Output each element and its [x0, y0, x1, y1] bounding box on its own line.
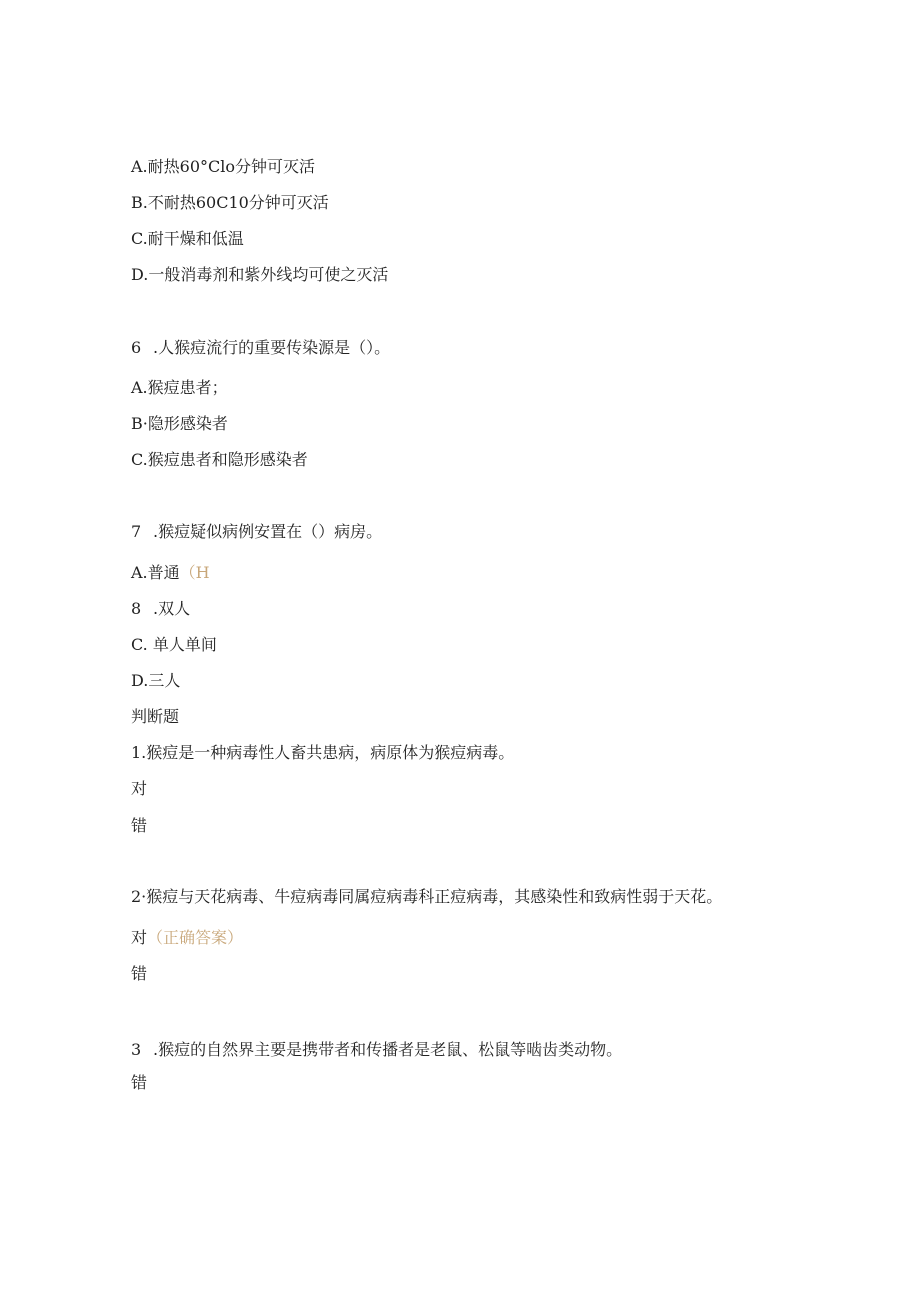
question-6-number: 6	[131, 338, 142, 357]
judge-question-3	[131, 1040, 622, 1060]
q7-option-a	[131, 563, 210, 583]
q5-option-b: B.不耐热60C10分钟可灭活	[131, 193, 329, 212]
j2-true-label: 对	[131, 928, 148, 947]
j2-false-option: 错	[131, 964, 148, 983]
question-6-text: .人猴痘流行的重要传染源是（）。	[153, 338, 391, 357]
q6-option-c: C.猴痘患者和隐形感染者	[131, 450, 308, 469]
q7-option-a-text: A.普通	[131, 563, 180, 582]
judge-question-2: 2·猴痘与天花病毒、牛痘病毒同属痘病毒科正痘病毒，其感染性和致病性弱于天花。	[131, 887, 723, 906]
q5-option-a: A.耐热60°Clo分钟可灭活	[131, 157, 315, 176]
j2-answer-mark: （正确答案）	[147, 928, 244, 947]
j1-false-option: 错	[131, 816, 148, 835]
q5-option-d: D.一般消毒剂和紫外线均可使之灭活	[131, 265, 389, 284]
section-title: 判断题	[131, 707, 180, 726]
q7-answer-mark: （H	[179, 563, 210, 582]
q6-option-a: A.猴痘患者；	[131, 378, 228, 397]
question-7	[131, 522, 382, 542]
q7-option-c: C. 单人单间	[131, 635, 217, 654]
judge-question-3-number: 3	[131, 1040, 142, 1059]
j1-true-option: 对	[131, 779, 148, 798]
question-7-text: .猴痘疑似病例安置在（）病房。	[153, 522, 383, 541]
j3-false-option: 错	[131, 1073, 148, 1092]
j2-true-option	[131, 928, 243, 948]
q6-option-b: B·隐形感染者	[131, 414, 228, 433]
q7-option-b	[131, 599, 190, 619]
question-7-number: 7	[131, 522, 142, 541]
judge-question-1: 1.猴痘是一种病毒性人畜共患病，病原体为猴痘病毒。	[131, 743, 515, 762]
q7-option-b-text: .双人	[153, 599, 191, 618]
q5-option-c: C.耐干燥和低温	[131, 229, 244, 248]
q7-option-b-number: 8	[131, 599, 142, 618]
question-6	[131, 338, 390, 358]
judge-question-3-text: .猴痘的自然界主要是携带者和传播者是老鼠、松鼠等啮齿类动物。	[153, 1040, 623, 1059]
q7-option-d: D.三人	[131, 671, 181, 690]
